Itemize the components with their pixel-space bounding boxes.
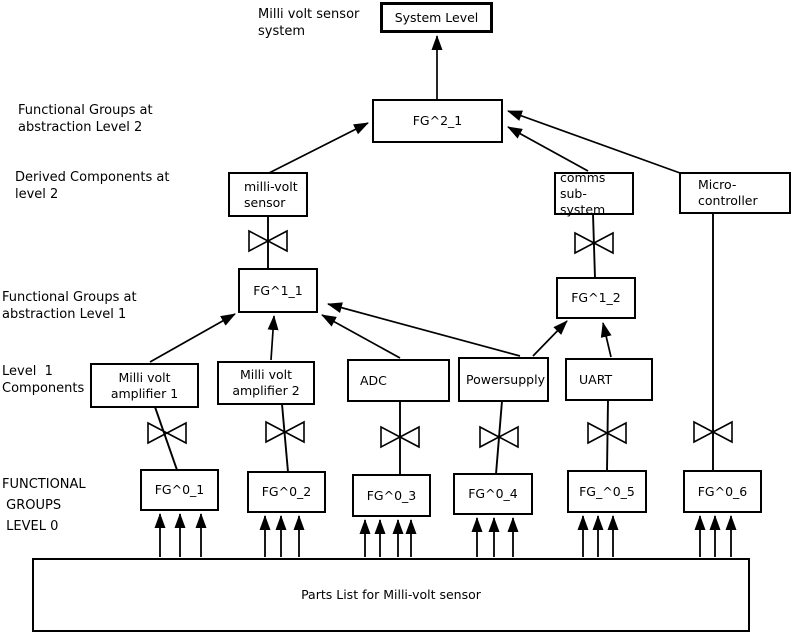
link-comms-to-fg1_2 [593,214,595,278]
edge-amp2-to-fg1_1 [271,316,274,360]
node-fg0-1: FG^0_1 [140,469,219,511]
label-functional-groups-level2: Functional Groups at abstraction Level 2 [18,103,153,135]
node-fg0-4: FG^0_4 [453,473,533,515]
label-functional-groups-level0: FUNCTIONAL GROUPS LEVEL 0 [2,477,86,534]
node-powersupply: Powersupply [458,357,549,402]
node-milli-volt-amplifier-2: Milli volt amplifier 2 [217,361,315,405]
label-level1-components: Level 1 Components [2,364,85,396]
edge-comms-to-fg2_1 [508,127,588,171]
label-derived-components-level2: Derived Components at level 2 [15,170,170,202]
edge-uart-to-fg1_2 [603,323,611,357]
link-amp2-to-fg0_2 [282,404,288,472]
node-uart: UART [565,358,653,401]
edge-amp1-to-fg1_1 [150,314,235,362]
edge-adc-to-fg1_1 [322,315,400,358]
node-fg2-1: FG^2_1 [372,99,503,143]
node-fg0-2: FG^0_2 [247,471,326,513]
node-fg1-2: FG^1_2 [556,277,636,319]
bowtie-links [155,213,713,475]
node-comms-subsystem: comms sub-system [554,172,634,215]
edge-psu-to-fg1_1 [328,304,520,356]
edge-psu-to-fg1_2 [533,321,567,356]
node-fg1-1: FG^1_1 [238,268,318,313]
node-parts-list: Parts List for Milli-volt sensor [32,558,750,632]
node-fg0-3: FG^0_3 [352,474,431,517]
node-system-level: System Level [380,2,493,33]
node-fg0-6: FG^0_6 [683,470,762,513]
node-fg0-5: FG_^0_5 [567,470,647,513]
link-amp1-to-fg0_1 [155,407,177,470]
node-micro-controller: Micro- controller [679,172,791,214]
node-adc: ADC [347,359,450,402]
parts-list-arrows [160,514,731,557]
node-milli-volt-amplifier-1: Milli volt amplifier 1 [90,363,199,408]
node-milli-volt-sensor: milli-volt sensor [228,172,308,217]
label-diagram-title: Milli volt sensor system [258,7,360,39]
label-functional-groups-level1: Functional Groups at abstraction Level 1 [2,290,137,322]
edge-sensor-to-fg2_1 [269,123,368,173]
link-uart-to-fg0_5 [607,400,608,471]
bowties [148,231,732,447]
